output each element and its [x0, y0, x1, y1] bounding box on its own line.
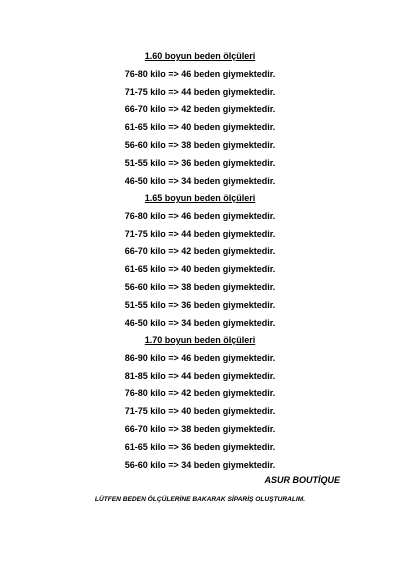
size-section-165 — [0, 190, 400, 332]
size-row: 76-80 kilo => 46 beden giymektedir. — [124, 210, 276, 221]
size-row: 66-70 kilo => 42 beden giymektedir. — [124, 104, 276, 115]
size-row: 71-75 kilo => 40 beden giymektedir. — [124, 406, 276, 417]
size-row: 66-70 kilo => 38 beden giymektedir. — [124, 423, 276, 434]
size-row: 56-60 kilo => 34 beden giymektedir. — [124, 459, 276, 470]
size-row: 61-65 kilo => 40 beden giymektedir. — [124, 122, 276, 133]
size-row: 46-50 kilo => 34 beden giymektedir. — [124, 175, 276, 186]
order-note: LÜTFEN BEDEN ÖLÇÜLERİNE BAKARAK SİPARİŞ OLUŞTURALIM. — [94, 496, 306, 503]
section-heading: 1.70 boyun beden ölçüleri — [144, 335, 256, 345]
size-row: 51-55 kilo => 36 beden giymektedir. — [124, 299, 276, 310]
section-heading: 1.60 boyun beden ölçüleri — [144, 51, 256, 61]
size-row: 61-65 kilo => 40 beden giymektedir. — [124, 264, 276, 275]
brand-name: ASUR BOUTİQUE — [264, 475, 340, 485]
size-row: 46-50 kilo => 34 beden giymektedir. — [124, 317, 276, 328]
size-row: 76-80 kilo => 42 beden giymektedir. — [124, 388, 276, 399]
size-row: 81-85 kilo => 44 beden giymektedir. — [124, 370, 276, 381]
section-heading: 1.65 boyun beden ölçüleri — [144, 193, 256, 203]
size-row: 56-60 kilo => 38 beden giymektedir. — [124, 139, 276, 150]
size-section-160 — [0, 48, 400, 190]
size-row: 56-60 kilo => 38 beden giymektedir. — [124, 281, 276, 292]
size-row: 51-55 kilo => 36 beden giymektedir. — [124, 157, 276, 168]
size-row: 61-65 kilo => 36 beden giymektedir. — [124, 441, 276, 452]
size-row: 76-80 kilo => 46 beden giymektedir. — [124, 68, 276, 79]
size-row: 71-75 kilo => 44 beden giymektedir. — [124, 86, 276, 97]
size-section-170 — [0, 332, 400, 474]
size-row: 86-90 kilo => 46 beden giymektedir. — [124, 352, 276, 363]
size-row: 71-75 kilo => 44 beden giymektedir. — [124, 228, 276, 239]
size-row: 66-70 kilo => 42 beden giymektedir. — [124, 246, 276, 257]
